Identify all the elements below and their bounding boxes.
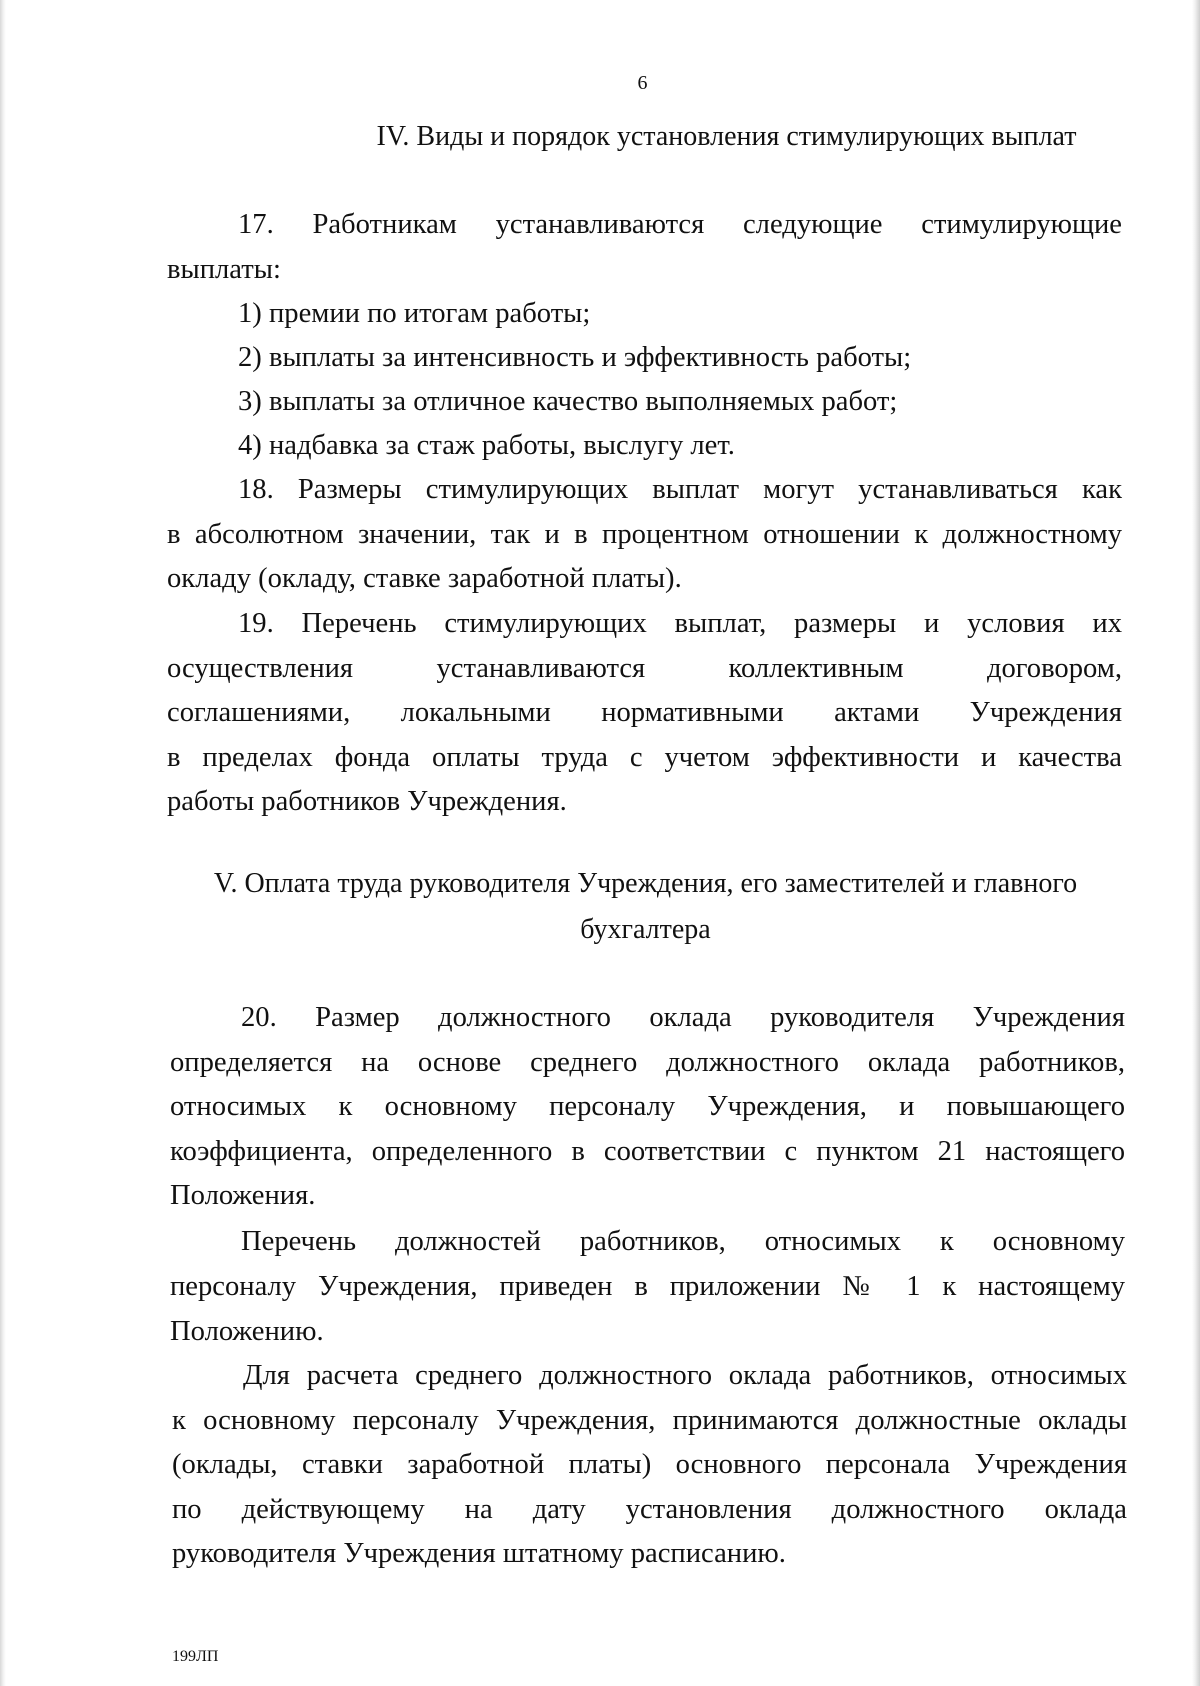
paragraph-18 [167, 468, 1122, 602]
text-line: окладу (окладу, ставке заработной платы). [167, 563, 682, 594]
paragraph-average-salary [172, 1354, 1127, 1577]
text-line: относимых к основному персоналу Учреждения, и повышающего [170, 1091, 1125, 1122]
payment-list [238, 292, 1122, 468]
paragraph-20 [170, 996, 1125, 1219]
list-item: 2) выплаты за интенсивность и эффективность работы; [238, 342, 912, 373]
section-4-heading: IV. Виды и порядок установления стимулирующих выплат [376, 121, 1077, 152]
text-line: 18. Размеры стимулирующих выплат могут устанавливаться как [238, 474, 1122, 505]
text-line: 17. Работникам устанавливаются следующие стимулирующие [238, 209, 1122, 240]
text-line: Для расчета среднего должностного оклада работников, относимых [243, 1360, 1127, 1391]
text-line: 20. Размер должностного оклада руководителя Учреждения [241, 1002, 1125, 1033]
list-item: 3) выплаты за отличное качество выполняемых работ; [238, 386, 898, 417]
text-line: в абсолютном значении, так и в процентном отношении к должностному [167, 518, 1122, 550]
paragraph-19 [167, 602, 1122, 825]
text-line: персоналу Учреждения, приведен в приложении № 1 к настоящему [170, 1271, 1125, 1302]
text-line: соглашениями, локальными нормативными актами Учреждения [167, 697, 1122, 728]
scan-edge-right [1192, 0, 1200, 1686]
page-number: 6 [637, 72, 648, 94]
paragraph-17 [167, 202, 1122, 292]
text-line: в пределах фонда оплаты труда с учетом эффективности и качества [167, 741, 1122, 773]
text-line: определяется на основе среднего должностного оклада работников, [170, 1046, 1125, 1078]
list-item: 4) надбавка за стаж работы, выслугу лет. [238, 430, 735, 461]
text-line: Положению. [170, 1316, 324, 1347]
document-code: 199ЛП [172, 1648, 219, 1665]
text-line: по действующему на дату установления должностного оклада [172, 1493, 1127, 1525]
text-line: (оклады, ставки заработной платы) основного персонала Учреждения [172, 1449, 1127, 1480]
section-5-heading [168, 861, 1123, 953]
text-line: коэффициента, определенного в соответствии с пунктом 21 настоящего [170, 1135, 1125, 1167]
paragraph-positions-list [170, 1219, 1125, 1354]
heading-line: V. Оплата труда руководителя Учреждения, его заместителей и главного [213, 868, 1078, 899]
list-item: 1) премии по итогам работы; [238, 298, 591, 329]
text-line: 19. Перечень стимулирующих выплат, размеры и условия их [238, 608, 1122, 639]
text-line: к основному персоналу Учреждения, принимаются должностные оклады [172, 1404, 1127, 1436]
text-line: осуществления устанавливаются коллективным договором, [167, 652, 1122, 684]
text-line: работы работников Учреждения. [167, 786, 567, 817]
scan-edge-left [0, 0, 6, 1686]
text-line: руководителя Учреждения штатному расписанию. [172, 1538, 786, 1569]
text-line: Положения. [170, 1180, 316, 1211]
text-line: выплаты: [167, 254, 281, 285]
heading-line: бухгалтера [580, 914, 711, 945]
text-line: Перечень должностей работников, относимых к основному [241, 1226, 1125, 1257]
